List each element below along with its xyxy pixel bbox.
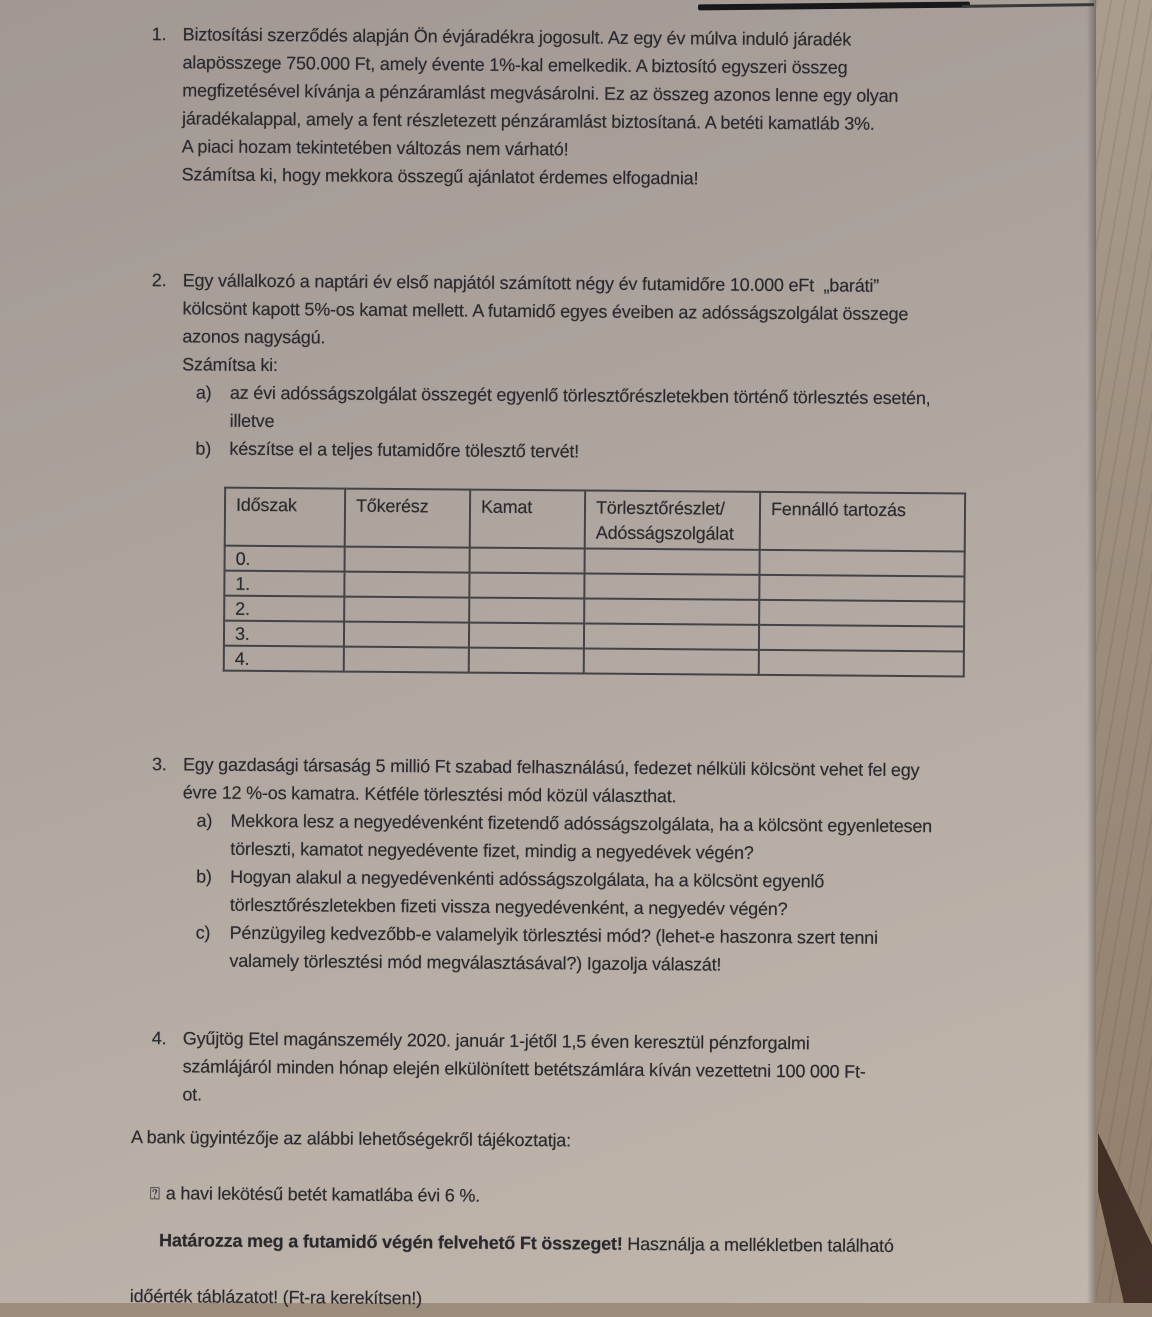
table-cell-empty — [584, 599, 759, 625]
text-line: megfizetésével kívánja a pénzáramlást megvásárolni. Ez az összeg azonos lenne egy olyan — [182, 80, 899, 106]
table-header-row — [225, 488, 965, 552]
problem-2-item-a — [196, 378, 931, 440]
item-label: c) — [195, 922, 211, 943]
problem-2-item-b — [195, 434, 930, 468]
text-line: kölcsönt kapott 5%-os kamat mellett. A futamidő egyes éveiben az adósságszolgálat összege — [182, 298, 909, 325]
table-cell-empty — [469, 623, 584, 649]
item-text — [230, 379, 931, 441]
final-instruction-regular: Használja a mellékletben található — [622, 1233, 894, 1256]
table-cell-empty — [344, 622, 469, 648]
final-instruction — [130, 1198, 894, 1316]
problem-4-number: 4. — [151, 1028, 167, 1049]
item-label: b) — [196, 866, 212, 887]
text-line: törleszti, kamatot negyedévente fizet, mindig a negyedévek végén? — [230, 838, 754, 863]
final-instruction-line-2: időérték táblázatot! (Ft-ra kerekítsen!) — [129, 1285, 423, 1309]
final-instruction-line-1 — [130, 1198, 894, 1288]
problem-2-number: 2. — [151, 270, 167, 291]
item-text — [229, 435, 579, 466]
text-line: illetve — [229, 410, 275, 432]
text-line: A piaci hozam tekintetében változás nem várható! — [181, 136, 569, 160]
paper-edge-shadow — [1087, 0, 1096, 1303]
table-cell-empty — [759, 600, 964, 627]
text-line: valamely törlesztési mód megválasztásával?) Igazolja válaszát! — [229, 950, 722, 975]
problem-4-text — [182, 1024, 866, 1113]
text-line: számlájáról minden hónap elején elkülönített betétszámlára kíván vezettetni 100 000 Ft- — [182, 1056, 866, 1082]
table-cell-empty — [344, 647, 469, 673]
problem-3-item-a — [196, 806, 932, 868]
text-line: ot. — [182, 1084, 202, 1105]
text-line: Egy gazdasági társaság 5 millió Ft szabad felhasználású, fedezet nélküli kölcsönt vehet fel egy — [182, 754, 920, 781]
text-line: Számítsa ki: — [182, 354, 278, 376]
table-cell-empty — [584, 574, 759, 600]
table-cell-empty — [344, 572, 469, 598]
text-line: Egy vállalkozó a naptári év első napjától számított négy év futamidőre 10.000 eFt „baráti” — [182, 270, 880, 296]
table-cell-empty — [584, 624, 759, 650]
problem-3 — [150, 750, 932, 980]
table-cell-empty — [759, 625, 964, 652]
problem-2-text — [181, 266, 931, 468]
table-header-cell: Fennálló tartozás — [760, 492, 965, 552]
table-row — [224, 646, 964, 677]
bank-info-line: A bank ügyintézője az alábbi lehetőségekről tájékoztatja: — [130, 1126, 572, 1151]
problem-3-item-c — [195, 918, 931, 980]
bullet-text: a havi lekötésű betét kamatlába évi 6 %. — [165, 1183, 481, 1206]
table-cell-empty — [759, 650, 964, 677]
item-label: a) — [196, 810, 213, 831]
problem-3-text — [181, 750, 932, 980]
text-line: azonos nagyságú. — [182, 326, 326, 348]
table-cell-empty — [470, 548, 585, 574]
text-line: Számítsa ki, hogy mekkora összegű ajánlatot érdemes elfogadnia! — [181, 164, 699, 189]
text-line: Pénzügyileg kedvezőbb-e valamelyik törlesztési mód? (lehet-e haszonra szert tenni — [229, 922, 878, 948]
table-row-label: 4. — [224, 646, 344, 672]
amortization-table — [223, 487, 966, 678]
table-header-cell: Időszak — [225, 488, 345, 547]
table-cell-empty — [759, 575, 964, 602]
problem-3-number: 3. — [151, 754, 167, 775]
table-header-cell: Tőkerész — [345, 489, 470, 548]
problem-2 — [150, 266, 931, 468]
table-header-cell: Törlesztőrészlet/ Adósságszolgálat — [585, 491, 760, 550]
problem-1-number: 1. — [151, 24, 167, 45]
text-line: évre 12 %-os kamatra. Kétféle törlesztési mód közül választhat. — [182, 782, 677, 807]
problem-3-item-b — [196, 862, 932, 924]
table-cell-empty — [585, 549, 760, 575]
table-cell-empty — [345, 547, 470, 573]
table-cell-empty — [760, 550, 965, 577]
problem-1 — [151, 20, 899, 194]
table-row-label: 3. — [224, 621, 344, 647]
amortization-table-block — [223, 487, 966, 678]
table-cell-empty — [469, 648, 584, 674]
missing-glyph-bullet-icon: ⍰ — [149, 1184, 160, 1205]
text-line: készítse el a teljes futamidőre tölesztő tervét! — [229, 438, 580, 462]
text-line: Mekkora lesz a negyedévenként fizetendő adósságszolgálata, ha a kölcsönt egyenletesen — [230, 810, 933, 837]
text-line: Hogyan alakul a negyedévenkénti adósságszolgálata, ha a kölcsönt egyenlő — [230, 866, 825, 892]
item-text — [230, 863, 824, 924]
text-line: az évi adósságszolgálat összegét egyenlő törlesztőrészletekben történő törlesztés esetén, — [229, 382, 931, 409]
final-instruction-bold: Határozza meg a futamidő végén felvehető Ft összeget! — [158, 1230, 623, 1254]
text-line: járadékalappal, amely a fent részletezett pénzáramlást biztosítaná. A betéti kamatláb 3%. — [181, 108, 875, 134]
table-cell-empty — [584, 649, 759, 675]
table-cell-empty — [469, 598, 584, 624]
text-line: törlesztőrészletekben fizeti vissza negyedévenként, a negyedév végén? — [229, 894, 788, 920]
text-line: Gyűjtög Etel magánszemély 2020. január 1-jétől 1,5 éven keresztül pénzforgalmi — [182, 1028, 810, 1054]
table-row-label: 1. — [224, 571, 344, 597]
table-cell-empty — [344, 597, 469, 623]
item-label: b) — [195, 438, 212, 459]
table-cell-empty — [469, 573, 584, 599]
text-line: alapösszege 750.000 Ft, amely évente 1%-kal emelkedik. A biztosító egyszeri összeg — [182, 52, 848, 78]
item-text — [229, 919, 878, 980]
problem-1-text — [182, 20, 899, 194]
item-text — [230, 807, 932, 869]
table-row-label: 2. — [224, 596, 344, 622]
table-edge-dark-band — [1096, 0, 1152, 1303]
wood-table-background — [1096, 0, 1152, 1303]
item-label: a) — [195, 382, 212, 403]
table-row-label: 0. — [225, 546, 345, 572]
problem-4 — [151, 1024, 866, 1114]
table-header-cell: Kamat — [470, 490, 585, 549]
text-line: Biztosítási szerződés alapján Ön évjáradékra jogosult. Az egy év múlva induló járadék — [182, 24, 852, 50]
